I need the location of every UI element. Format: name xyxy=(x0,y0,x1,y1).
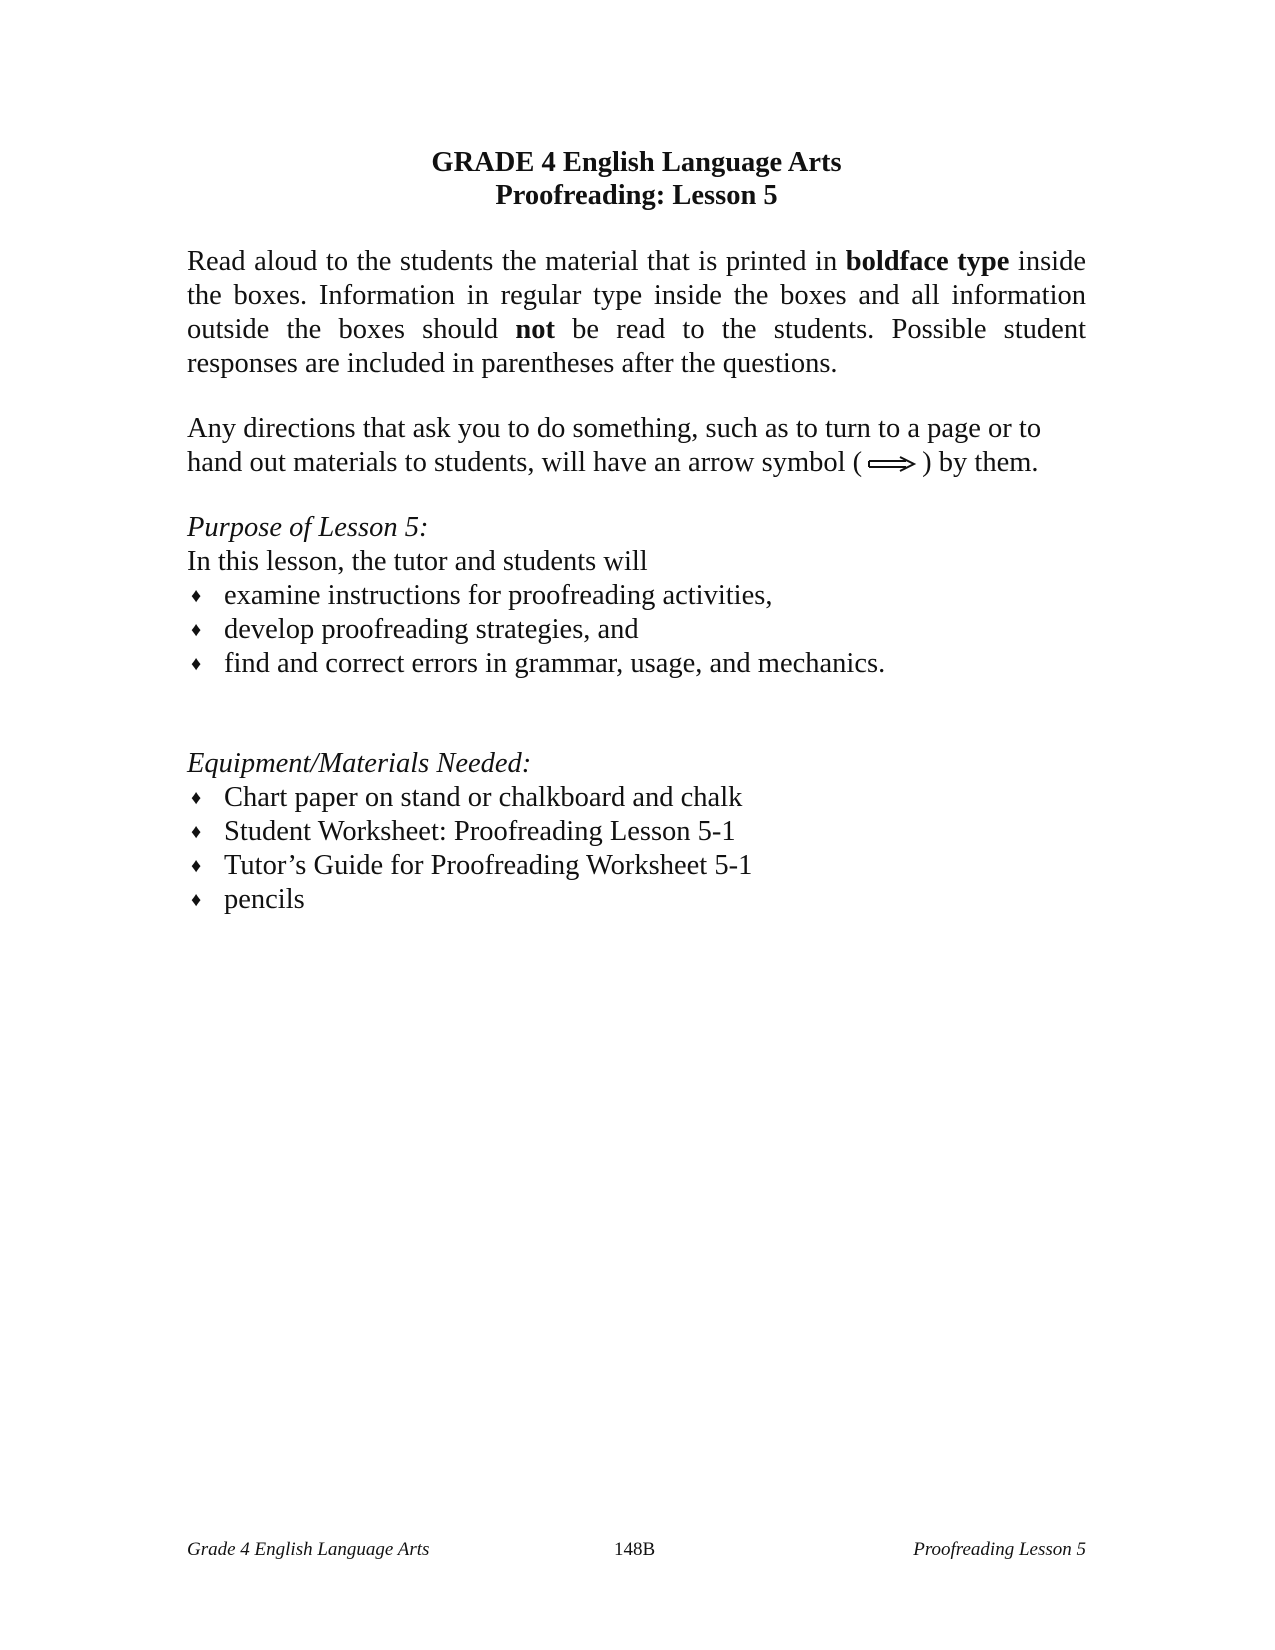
title-line-1: GRADE 4 English Language Arts xyxy=(431,147,842,178)
page-footer xyxy=(187,1538,1086,1562)
instructions-paragraph xyxy=(187,245,1086,381)
equipment-list-item xyxy=(187,883,1086,917)
instructions-text-3: be read to the students. Possible student responses are included in parentheses after the questions. xyxy=(187,314,1086,379)
title-line-2: Proofreading: Lesson 5 xyxy=(495,180,778,211)
page-number: 148B xyxy=(614,1539,656,1560)
diamond-bullet-icon: ♦ xyxy=(191,787,202,809)
purpose-list-item xyxy=(187,647,1086,681)
boldface-type-text: boldface type xyxy=(845,246,1010,277)
purpose-item-text: develop proofreading strategies, and xyxy=(224,614,639,645)
equipment-item-text: Tutor’s Guide for Proofreading Worksheet 5-1 xyxy=(224,850,753,881)
footer-course-title: Grade 4 English Language Arts xyxy=(187,1539,430,1560)
purpose-item-text: find and correct errors in grammar, usage, and mechanics. xyxy=(224,648,886,679)
equipment-item-text: Chart paper on stand or chalkboard and chalk xyxy=(224,782,743,813)
diamond-bullet-icon: ♦ xyxy=(191,619,202,641)
equipment-list-item xyxy=(187,849,1086,883)
purpose-list xyxy=(187,579,1086,681)
diamond-bullet-icon: ♦ xyxy=(191,889,202,911)
instructions-text-2: inside the boxes. Information in regular type inside the boxes and all information outside the boxes should xyxy=(187,246,1086,345)
equipment-list-item xyxy=(187,781,1086,815)
equipment-item-text: Student Worksheet: Proofreading Lesson 5-1 xyxy=(224,816,736,847)
footer-lesson-title: Proofreading Lesson 5 xyxy=(913,1539,1086,1560)
equipment-list-item xyxy=(187,815,1086,849)
not-bold-text: not xyxy=(515,314,555,345)
diamond-bullet-icon: ♦ xyxy=(191,653,202,675)
purpose-list-item xyxy=(187,613,1086,647)
diamond-bullet-icon: ♦ xyxy=(191,821,202,843)
equipment-heading: Equipment/Materials Needed: xyxy=(187,748,532,779)
page-content xyxy=(187,146,1086,917)
purpose-intro: In this lesson, the tutor and students will xyxy=(187,546,648,577)
directions-paragraph xyxy=(187,412,1086,480)
equipment-item-text: pencils xyxy=(224,884,305,915)
diamond-bullet-icon: ♦ xyxy=(191,855,202,877)
equipment-list xyxy=(187,781,1086,917)
directions-text-1: Any directions that ask you to do something, such as to turn to a page or to hand out materials to students, will have an arrow symbol ( xyxy=(187,413,1042,478)
diamond-bullet-icon: ♦ xyxy=(191,585,202,607)
page-title xyxy=(187,146,1086,212)
directions-text-2: ) by them. xyxy=(922,447,1039,478)
instructions-text-1: Read aloud to the students the material that is printed in xyxy=(187,246,846,277)
purpose-list-item xyxy=(187,579,1086,613)
double-arrow-right-icon xyxy=(866,454,918,474)
purpose-heading: Purpose of Lesson 5: xyxy=(187,512,429,543)
purpose-item-text: examine instructions for proofreading activities, xyxy=(224,580,773,611)
